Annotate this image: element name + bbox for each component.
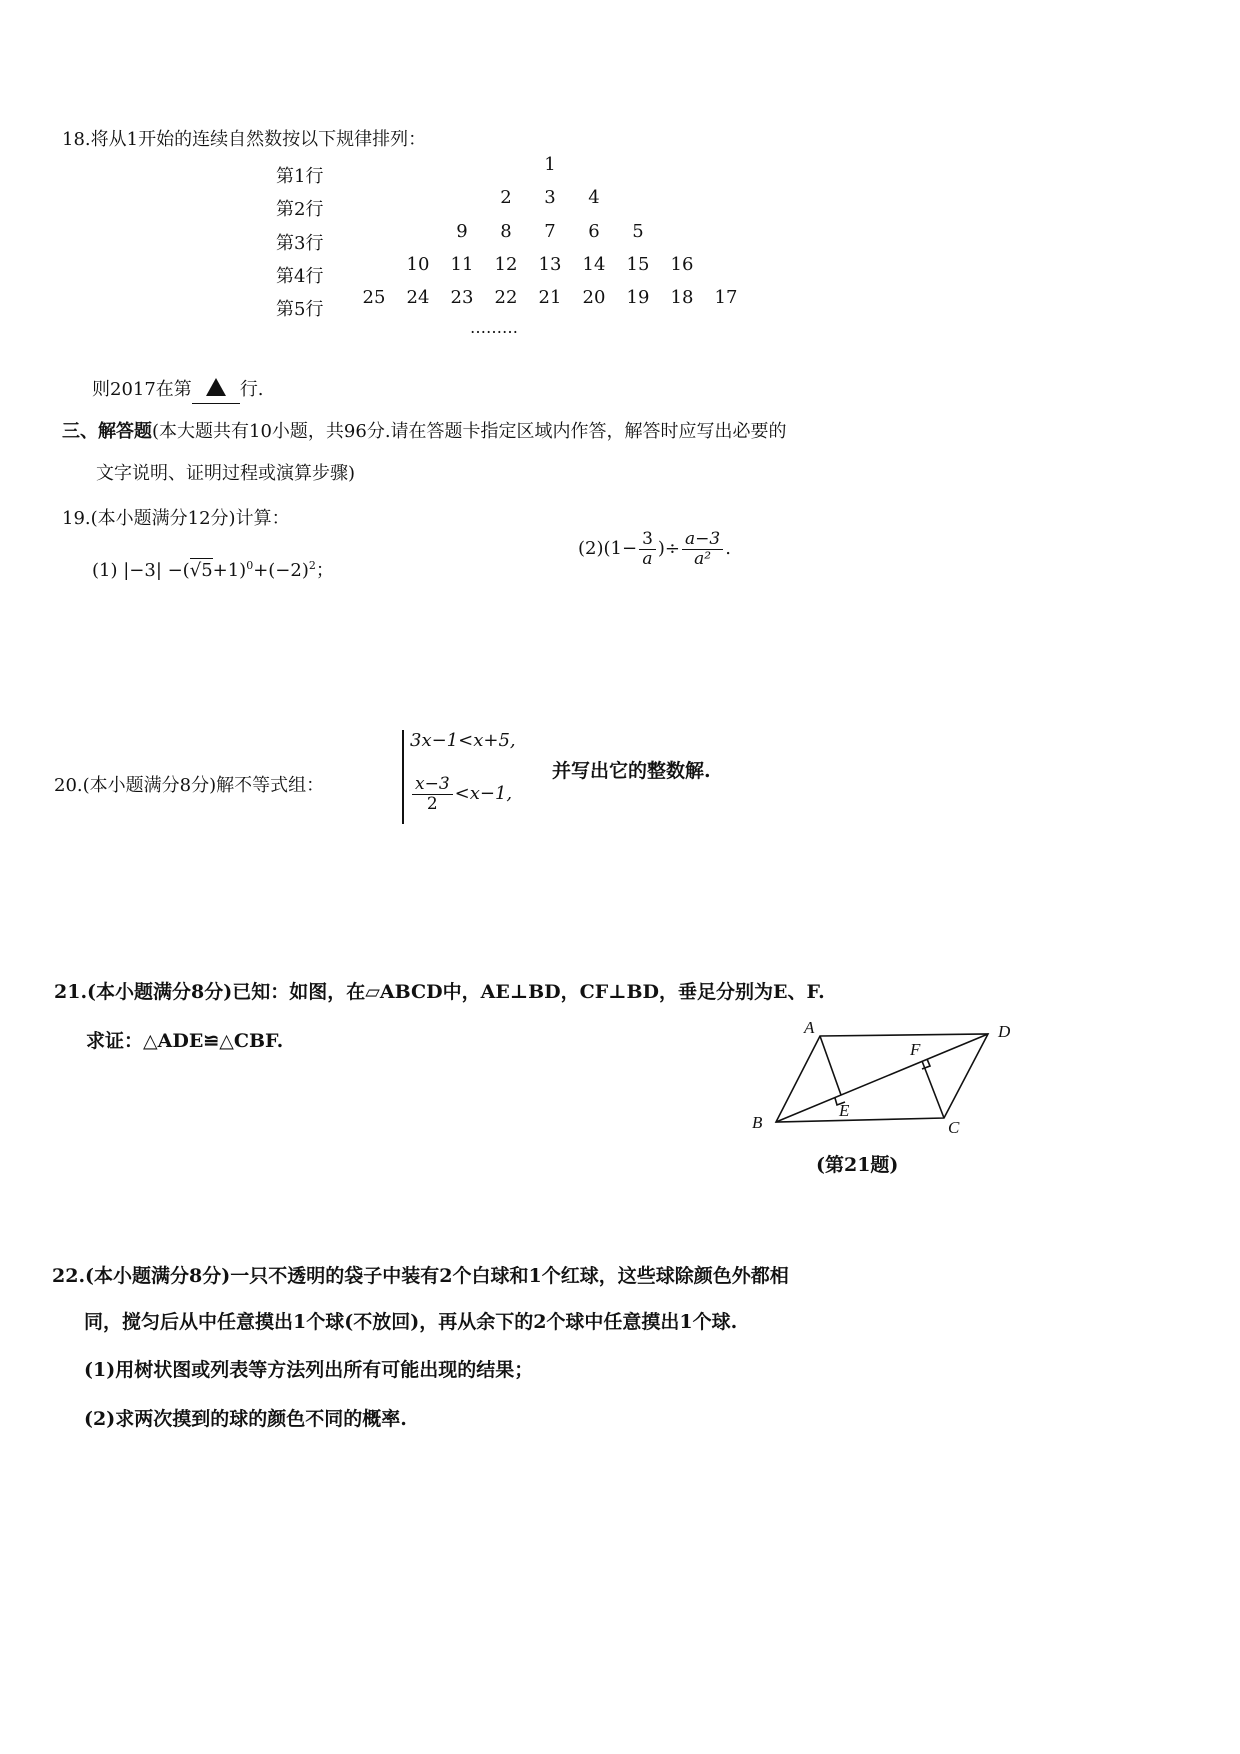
ineq2-numerator: x−3 (412, 775, 453, 795)
q18-answer-line (92, 376, 264, 404)
triangle-number: 12 (494, 254, 518, 275)
q20-inequality-2 (410, 775, 512, 813)
label-e: E (839, 1101, 850, 1120)
triangle-number: 15 (626, 254, 650, 275)
section3-desc-line2: 文字说明、证明过程或演算步骤) (96, 463, 356, 484)
triangle-number: 2 (500, 187, 512, 208)
q19-part1-mid: +1) (212, 560, 247, 581)
triangle-marker-icon (206, 378, 226, 396)
q22-line2: 同，搅匀后从中任意摸出1个球(不放回)，再从余下的2个球中任意摸出1个球. (84, 1311, 738, 1333)
frac2-denominator: a² (694, 548, 712, 569)
triangle-number: 4 (588, 187, 600, 208)
q19-part2-mid: )÷ (657, 538, 680, 560)
q22-part1: (1)用树状图或列表等方法列出所有可能出现的结果； (84, 1359, 534, 1381)
q18-stem: 18.将从1开始的连续自然数按以下规律排列： (62, 129, 427, 150)
q20-stem: 20.(本小题满分8分)解不等式组： (54, 775, 325, 796)
exponent-zero: 0 (246, 559, 254, 572)
q20-tail: 并写出它的整数解. (552, 760, 711, 782)
q19-stem: 19.(本小题满分12分)计算： (62, 508, 290, 529)
q19-part1-prefix: (1) |−3| −( (92, 560, 190, 581)
frac1-denominator: a (642, 548, 653, 569)
row-label: 第5行 (276, 299, 324, 320)
fraction-3-over-a (639, 530, 656, 568)
triangle-number: 20 (582, 287, 606, 308)
segment-cf (922, 1061, 944, 1118)
continuation-dots: ……… (470, 318, 518, 337)
triangle-number: 11 (450, 254, 474, 275)
triangle-number: 16 (670, 254, 694, 275)
triangle-number: 3 (544, 187, 556, 208)
triangle-number: 25 (362, 287, 386, 308)
triangle-number: 5 (632, 221, 644, 242)
triangle-number: 19 (626, 287, 650, 308)
inequality-brace (402, 730, 404, 824)
sqrt5: √5 (189, 560, 213, 581)
triangle-number: 18 (670, 287, 694, 308)
q19-part1 (92, 557, 334, 584)
q18-answer-suffix: 行. (239, 379, 264, 400)
q18-answer-prefix: 则2017在第 (92, 379, 192, 400)
fraction-x-minus-3-over-2 (412, 775, 453, 813)
triangle-number: 8 (500, 221, 512, 242)
q20-inequality-1: 3x−1<x+5, (410, 730, 516, 751)
section3-desc-line1: (本大题共有10小题，共96分.请在答题卡指定区域内作答，解答时应写出必要的 (152, 421, 787, 442)
label-b: B (752, 1113, 763, 1132)
triangle-number: 1 (544, 154, 556, 175)
figure-caption: (第21题) (816, 1154, 899, 1176)
triangle-number: 21 (538, 287, 562, 308)
q19-part2 (578, 530, 731, 568)
triangle-number: 6 (588, 221, 600, 242)
section3-heading (62, 418, 787, 445)
triangle-number: 23 (450, 287, 474, 308)
triangle-number: 17 (714, 287, 738, 308)
triangle-number: 13 (538, 254, 562, 275)
triangle-number: 7 (544, 221, 556, 242)
row-label: 第2行 (276, 199, 324, 220)
parallelogram-figure (742, 1015, 1042, 1165)
fraction-a-minus-3-over-a2 (682, 530, 723, 568)
label-a: A (804, 1018, 815, 1037)
frac2-numerator: a−3 (682, 530, 723, 550)
answer-blank (192, 376, 240, 404)
q19-part2-prefix: (2)(1− (578, 538, 638, 560)
exponent-two: 2 (308, 559, 316, 572)
triangle-number: 24 (406, 287, 430, 308)
q22-part2: (2)求两次摸到的球的颜色不同的概率. (84, 1408, 407, 1430)
ineq2-denominator: 2 (426, 793, 438, 814)
triangle-number: 22 (494, 287, 518, 308)
q21-prove: 求证：△ADE≌△CBF. (86, 1030, 284, 1052)
frac1-numerator: 3 (639, 530, 656, 550)
label-d: D (998, 1022, 1011, 1041)
row-label: 第1行 (276, 166, 324, 187)
row-label: 第4行 (276, 266, 324, 287)
triangle-number: 10 (406, 254, 430, 275)
q19-part2-end: . (725, 538, 731, 560)
q21-stem: 21.(本小题满分8分)已知：如图，在▱ABCD中，AE⊥BD，CF⊥BD，垂足分别为E、F. (54, 981, 825, 1003)
label-f: F (910, 1040, 921, 1059)
number-triangle (0, 0, 1240, 360)
q19-part1-end: ； (315, 560, 334, 581)
label-c: C (948, 1118, 960, 1137)
q22-line1: 22.(本小题满分8分)一只不透明的袋子中装有2个白球和1个红球，这些球除颜色外都相 (52, 1265, 789, 1287)
segment-ae (820, 1036, 841, 1095)
row-label: 第3行 (276, 233, 324, 254)
triangle-number: 14 (582, 254, 606, 275)
ineq2-tail: <x−1, (454, 783, 513, 805)
triangle-number: 9 (456, 221, 468, 242)
diagonal-bd (776, 1034, 988, 1122)
section3-title: 三、解答题 (62, 421, 152, 442)
q19-part1-tail: +(−2) (253, 560, 309, 581)
